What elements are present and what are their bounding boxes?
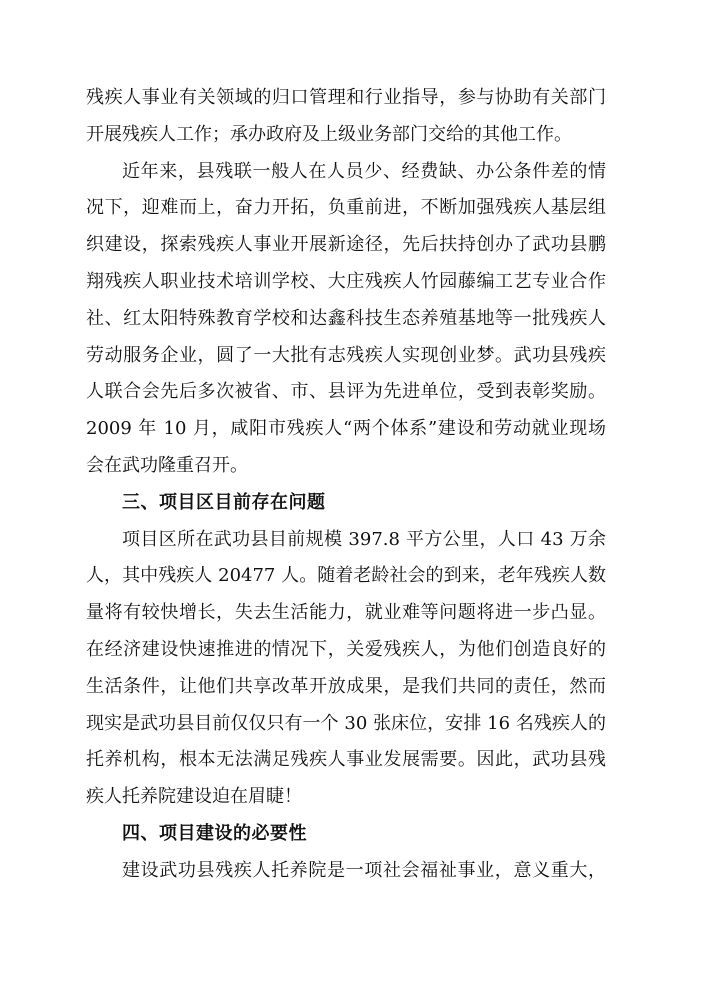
text-line: 人，其中残疾人 20477 人。随着老龄社会的到来，老年残疾人数	[86, 565, 606, 587]
text-line: 人联合会先后多次被省、市、县评为先进单位，受到表彰奖励。	[86, 381, 606, 403]
text-line: 2009 年 10 月，咸阳市残疾人“两个体系”建设和劳动就业现场	[86, 418, 606, 440]
document-body	[86, 80, 606, 890]
text-line: 建设武功县残疾人托养院是一项社会福祉事业，意义重大，	[122, 859, 606, 881]
text-line: 开展残疾人工作；承办政府及上级业务部门交给的其他工作。	[86, 123, 572, 145]
text-line: 翔残疾人职业技术培训学校、大庄残疾人竹园藤编工艺专业合作	[86, 270, 606, 292]
text-line: 近年来，县残联一般人在人员少、经费缺、办公条件差的情	[122, 160, 606, 182]
text-line: 疾人托养院建设迫在眉睫！	[86, 786, 302, 808]
text-line: 社、红太阳特殊教育学校和达鑫科技生态养殖基地等一批残疾人	[86, 307, 606, 329]
section-heading-four: 四、项目建设的必要性	[122, 822, 307, 844]
text-line: 生活条件，让他们共享改革开放成果，是我们共同的责任，然而	[86, 675, 606, 697]
text-line: 项目区所在武功县目前规模 397.8 平方公里，人口 43 万余	[122, 528, 606, 550]
text-line: 会在武功隆重召开。	[86, 454, 248, 476]
text-line: 量将有较快增长，失去生活能力，就业难等问题将进一步凸显。	[86, 602, 606, 624]
text-line: 现实是武功县目前仅仅只有一个 30 张床位，安排 16 名残疾人的	[86, 712, 606, 734]
paragraph-necessity	[86, 853, 606, 890]
paragraph-duties-continued	[86, 80, 606, 154]
text-line: 在经济建设快速推进的情况下，关爱残疾人，为他们创造良好的	[86, 638, 606, 660]
paragraph-recent-years	[86, 154, 606, 485]
text-line: 况下，迎难而上，奋力开拓，负重前进，不断加强残疾人基层组	[86, 197, 606, 219]
section-heading-three: 三、项目区目前存在问题	[122, 491, 326, 513]
text-line: 织建设，探索残疾人事业开展新途径，先后扶持创办了武功县鹏	[86, 234, 606, 256]
text-line: 劳动服务企业，圆了一大批有志残疾人实现创业梦。武功县残疾	[86, 344, 606, 366]
text-line: 托养机构，根本无法满足残疾人事业发展需要。因此，武功县残	[86, 749, 606, 771]
paragraph-current-problems	[86, 522, 606, 816]
text-line: 残疾人事业有关领域的归口管理和行业指导，参与协助有关部门	[86, 87, 606, 108]
